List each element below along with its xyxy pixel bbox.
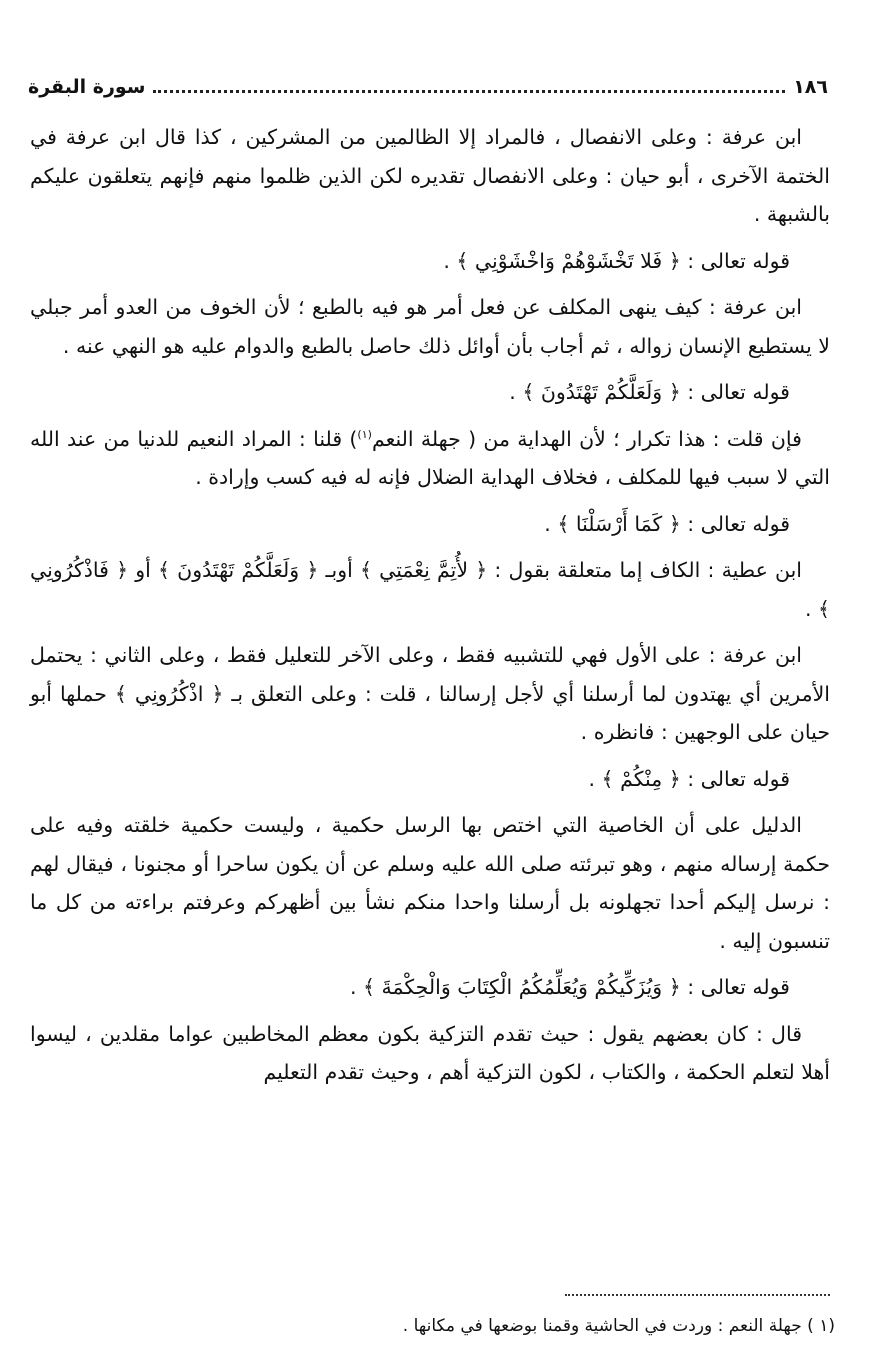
main-text [30,118,830,1100]
verse-quote-5: قوله تعالى : ﴿ وَيُزَكِّيكُمْ وَيُعَلِّمُكُمُ الْكِتَابَ وَالْحِكْمَةَ ﴾ . [349,975,790,999]
page-header [28,72,828,102]
footnote: (١ ) جهلة النعم : وردت في الحاشية وقمنا بوضعها في مكانها . [402,1316,835,1336]
page-number: ١٨٦ [793,76,828,98]
verse-quote-4: قوله تعالى : ﴿ مِنْكُمْ ﴾ . [588,766,790,791]
paragraph-ibn-arafa-3: ابن عرفة : على الأول فهي للتشبيه فقط ، وعلى الآخر للتعليل فقط ، وعلى الثاني : يحتمل الأمرين أي يهتدون لما أرسلنا أي لأجل إرسالنا ، قلت : وعلى التعلق بـ ﴿ اذْكُرُونِي ﴾ حملها أبو حيان على الوجهين : فانظره . [30,643,830,744]
paragraph-ibn-arafa-1: ابن عرفة : وعلى الانفصال ، فالمراد إلا الظالمين من المشركين ، كذا قال ابن عرفة في الختمة الآخرى ، أبو حيان : وعلى الانفصال تقديره لكن الذين ظلموا منهم فإنهم يتعلقون عليكم بالشبهة . [30,125,830,226]
footnote-reference: (١) [357,427,372,441]
paragraph-tazkiya: قال : كان بعضهم يقول : حيث تقدم التزكية بكون معظم المخاطبين عواما مقلدين ، ليسوا أهلا لتعلم الحكمة ، والكتاب ، لكون التزكية أهم ، وحيث تقدم التعليم [30,1021,830,1084]
paragraph-ibn-arafa-2: ابن عرفة : كيف ينهى المكلف عن فعل أمر هو فيه بالطبع ؛ لأن الخوف من العدو أمر جبلي لا يستطيع الإنسان زواله ، ثم أجاب بأن أوائل ذلك حاصل بالطبع والدوام عليه هو النهي عنه . [30,295,830,358]
paragraph-objection-part-2: ) قلنا : المراد النعيم للدنيا من عند الله التي لا سبب فيها للمكلف ، فخلاف الهداية الضلال فإنه له فيه كسب وإرادة . [30,426,830,489]
verse-quote-1: قوله تعالى : ﴿ فَلا تَخْشَوْهُمْ وَاخْشَوْنِي ﴾ . [443,248,790,273]
header-dotted-rule [153,90,785,93]
paragraph-evidence: الدليل على أن الخاصية التي اختص بها الرسل حكمية ، وليست حكمية خلقته وفيه على حكمة إرساله منهم ، وهو تبرئته صلى الله عليه وسلم عن أن يكون ساحرا أو مجنونا ، فيقال لهم : نرسل إليكم أحدا تجهلونه بل أرسلنا واحدا منكم نشأ بين أظهركم وعرفتم براءته من كل ما تنسبون إليه . [30,813,830,953]
verse-quote-3: قوله تعالى : ﴿ كَمَا أَرْسَلْنَا ﴾ . [544,511,790,536]
surah-title: سورة البقرة [28,76,146,98]
paragraph-objection-part-1: فإن قلت : هذا تكرار ؛ لأن الهداية من ( جهلة النعم [371,426,802,451]
footnote-separator [565,1294,830,1296]
verse-quote-2: قوله تعالى : ﴿ وَلَعَلَّكُمْ تَهْتَدُونَ ﴾ . [509,380,790,404]
paragraph-objection [30,420,830,497]
paragraph-ibn-atiyya: ابن عطية : الكاف إما متعلقة بقول : ﴿ لأُتِمَّ نِعْمَتِي ﴾ أوبـ ﴿ وَلَعَلَّكُمْ تَهْتَدُونَ ﴾ أو ﴿ فَاذْكُرُونِي ﴾ . [30,558,830,621]
